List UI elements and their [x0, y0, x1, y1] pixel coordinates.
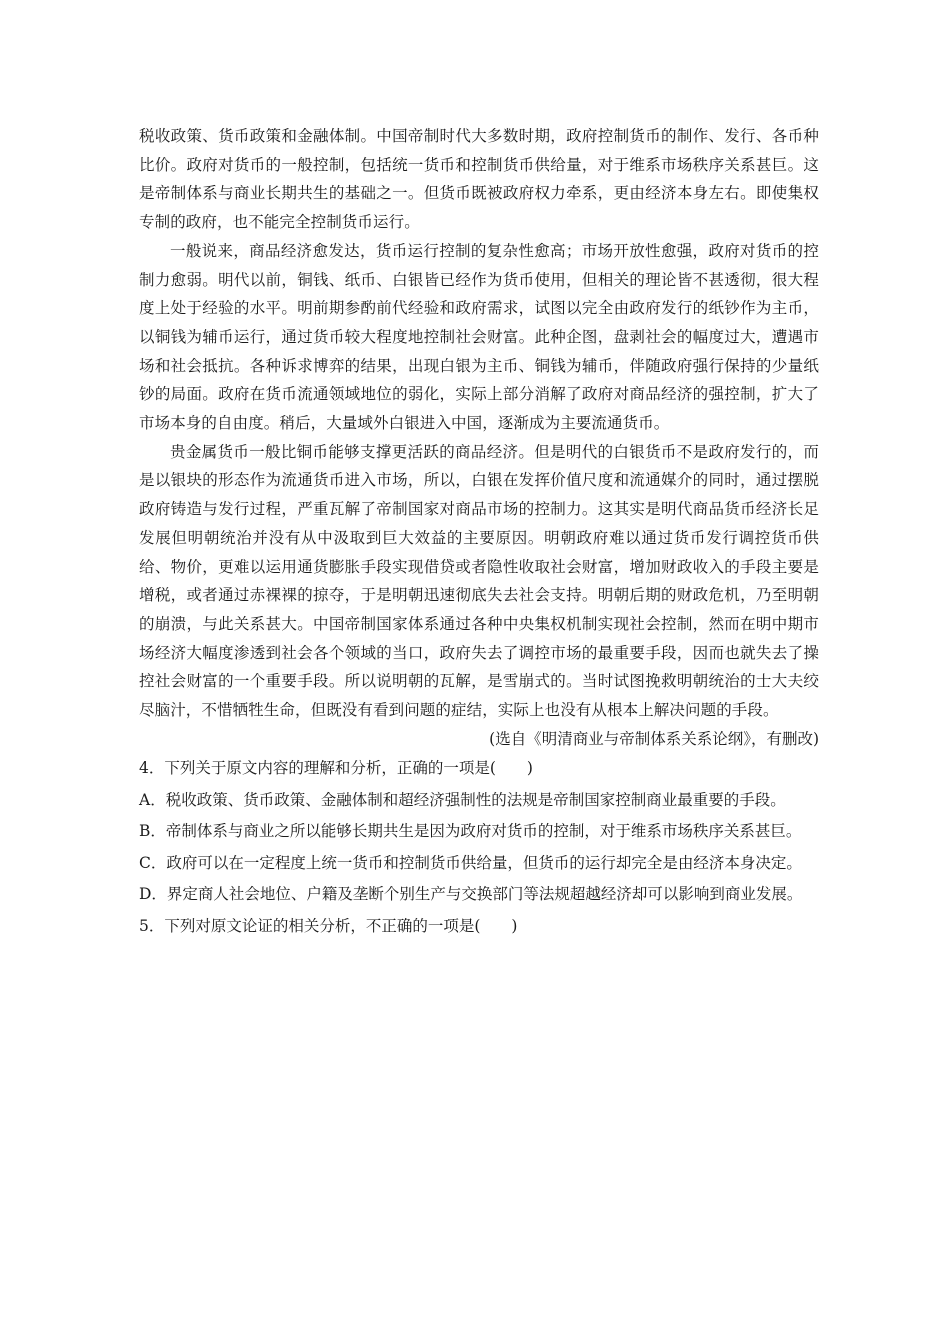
question-5-stem: 5．下列对原文论证的相关分析，不正确的一项是( ) — [139, 916, 518, 935]
question-4-option-b: B．帝制体系与商业之所以能够长期共生是因为政府对货币的控制，对于维系市场秩序关系甚巨。 — [139, 822, 802, 841]
question-4-option-d: D．界定商人社会地位、户籍及垄断个别生产与交换部门等法规超越经济却可以影响到商业发展。 — [139, 885, 803, 904]
passage-source: (选自《明清商业与帝制体系关系论纲》，有删改) — [489, 729, 819, 748]
passage-paragraph-1: 税收政策、货币政策和金融体制。中国帝制时代大多数时期，政府控制货币的制作、发行、各币种比价。政府对货币的一般控制，包括统一货币和控制货币供给量，对于维系市场秩序关系甚巨。这是帝制体系与商业长期共生的基础之一。但货币既被政府权力牵系，更由经济本身左右。即使集权专制的政府，也不能完全控制货币运行。 — [139, 127, 819, 232]
question-4-option-c: C．政府可以在一定程度上统一货币和控制货币供给量，但货币的运行却完全是由经济本身决定。 — [139, 853, 802, 872]
passage-paragraph-2: 一般说来，商品经济愈发达，货币运行控制的复杂性愈高；市场开放性愈强，政府对货币的控制力愈弱。明代以前，铜钱、纸币、白银皆已经作为货币使用，但相关的理论皆不甚透彻，很大程度上处于经验的水平。明前期参酌前代经验和政府需求，试图以完全由政府发行的纸钞作为主币，以铜钱为辅币运行，通过货币较大程度地控制社会财富。此种企图，盘剥社会的幅度过大，遭遇市场和社会抵抗。各种诉求博弈的结果，出现白银为主币、铜钱为辅币，伴随政府强行保持的少量纸钞的局面。政府在货币流通领域地位的弱化，实际上部分消解了政府对商品经济的强控制，扩大了市场本身的自由度。稍后，大量域外白银进入中国，逐渐成为主要流通货币。 — [139, 241, 819, 433]
question-4-stem: 4．下列关于原文内容的理解和分析，正确的一项是( ) — [139, 759, 533, 778]
passage-paragraph-3: 贵金属货币一般比铜币能够支撑更活跃的商品经济。但是明代的白银货币不是政府发行的，而是以银块的形态作为流通货币进入市场，所以，白银在发挥价值尺度和流通媒介的同时，通过摆脱政府铸造与发行过程，严重瓦解了帝制国家对商品市场的控制力。这其实是明代商品货币经济长足发展但明朝统治并没有从中汲取到巨大效益的主要原因。明朝政府难以通过货币发行调控货币供给、物价，更难以运用通货膨胀手段实现借贷或者隐性收取社会财富，增加财政收入的手段主要是增税，或者通过赤裸裸的掠夺，于是明朝迅速彻底失去社会支持。明朝后期的财政危机，乃至明朝的崩溃，与此关系甚大。中国帝制国家体系通过各种中央集权机制实现社会控制，然而在明中期市场经济大幅度渗透到社会各个领域的当口，政府失去了调控市场的最重要手段，因而也就失去了操控社会财富的一个重要手段。所以说明朝的瓦解，是雪崩式的。当时试图挽救明朝统治的士大夫绞尽脑汁，不惜牺牲生命，但既没有看到问题的症结，实际上也没有从根本上解决问题的手段。 — [139, 442, 819, 720]
question-4-option-a: A．税收政策、货币政策、金融体制和超经济强制性的法规是帝制国家控制商业最重要的手段。 — [139, 790, 786, 809]
document-page — [139, 122, 819, 942]
